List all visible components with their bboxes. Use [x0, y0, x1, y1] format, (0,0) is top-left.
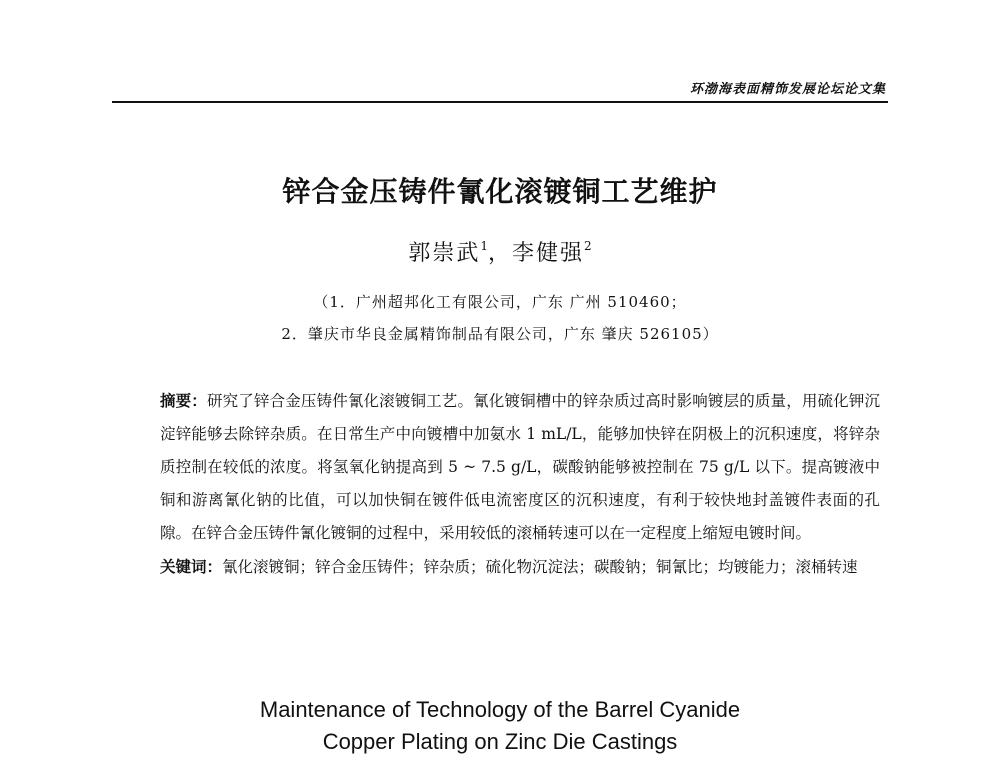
abstract-text: 研究了锌合金压铸件氰化滚镀铜工艺。氰化镀铜槽中的锌杂质过高时影响镀层的质量，用硫化钾沉淀锌能够去除锌杂质。在日常生产中向镀槽中加氨水 1 mL/L，能够加快锌在阴极上的沉积速度，将锌杂质控制在较低的浓度。将氢氧化钠提高到 5 ~ 7.5 g/L，碳酸钠能够被控制在 75 g/L 以下。提高镀液中铜和游离氰化钠的比值，可以加快铜在镀件低电流密度区的沉积速度，有利于较快地封盖镀件表面的孔隙。在锌合金压铸件氰化镀铜的过程中，采用较低的滚桶转速可以在一定程度上缩短电镀时间。: [160, 392, 880, 542]
affiliation-line: 2．肇庆市华良金属精饰制品有限公司，广东 肇庆 526105）: [281, 325, 719, 343]
author-separator: ，: [487, 241, 512, 266]
author-name: 郭崇武: [408, 241, 481, 266]
keywords-label: 关键词：: [160, 557, 223, 576]
paper-title: 锌合金压铸件氰化滚镀铜工艺维护: [282, 175, 718, 208]
english-title: [0, 694, 1000, 758]
author-list: [0, 236, 1000, 267]
keywords-paragraph: [160, 550, 880, 584]
keywords-text: 氰化滚镀铜；锌合金压铸件；锌杂质；硫化物沉淀法；碳酸钠；铜氰比；均镀能力；滚桶转速: [222, 558, 858, 576]
affiliation-mark: 2: [584, 239, 592, 253]
abstract-section: [160, 384, 880, 584]
affiliation-mark: 1: [480, 239, 488, 253]
header-divider: [112, 101, 888, 103]
running-header-title: 环渤海表面精饰发展论坛论文集: [689, 82, 886, 97]
author-name: 李健强: [512, 241, 585, 266]
english-title-line: Maintenance of Technology of the Barrel Cyanide: [259, 697, 741, 722]
abstract-paragraph: [160, 384, 880, 550]
english-title-line: Copper Plating on Zinc Die Castings: [322, 729, 678, 754]
abstract-label: 摘要：: [160, 391, 207, 410]
affiliation-line: （1．广州超邦化工有限公司，广东 广州 510460；: [313, 293, 687, 311]
